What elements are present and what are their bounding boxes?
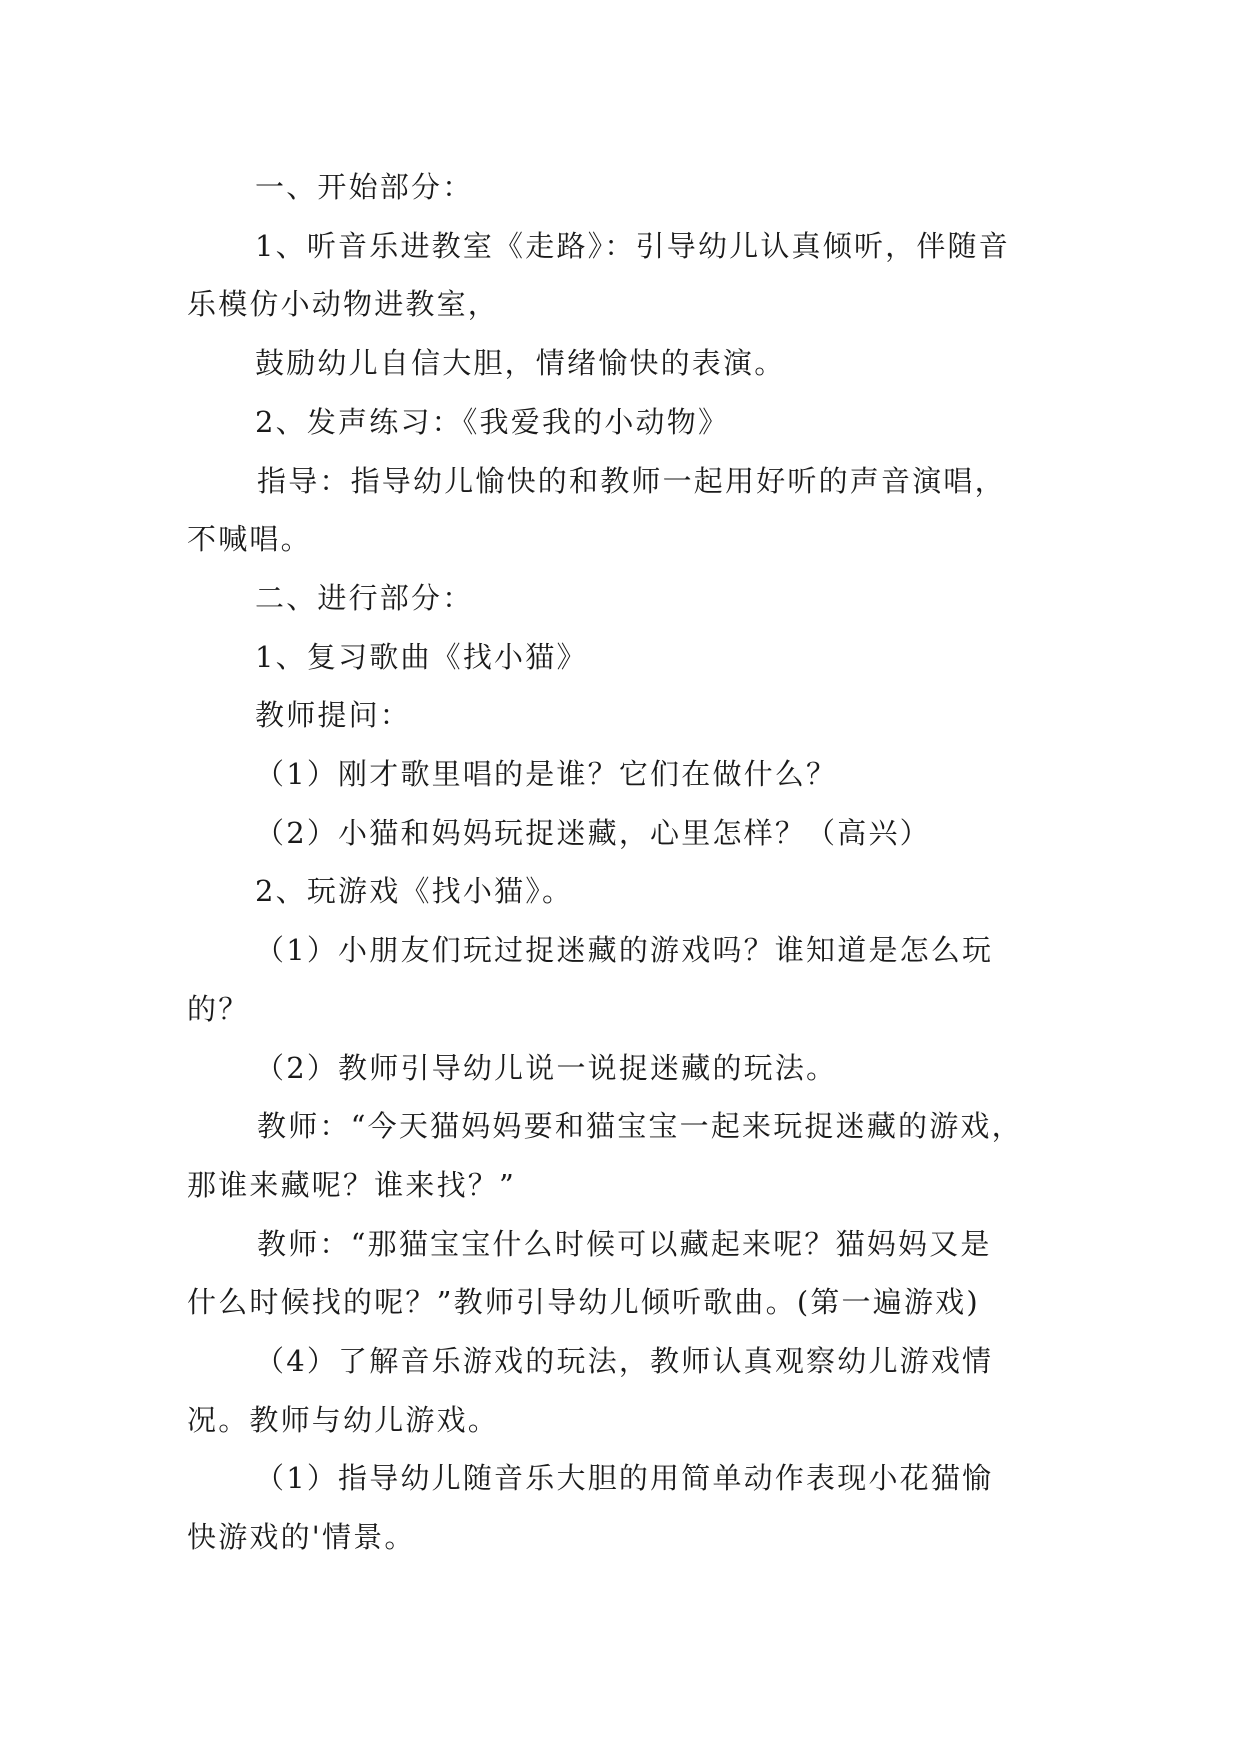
paragraph-line: 教师：“那猫宝宝什么时候可以藏起来呢？猫妈妈又是 xyxy=(257,1226,992,1261)
paragraph-line: 指导：指导幼儿愉快的和教师一起用好听的声音演唱， xyxy=(257,463,1006,498)
paragraph-line: （4）了解音乐游戏的玩法，教师认真观察幼儿游戏情 xyxy=(255,1344,994,1379)
paragraph-line: 鼓励幼儿自信大胆，情绪愉快的表演。 xyxy=(255,346,786,381)
paragraph-line: 什么时候找的呢？”教师引导幼儿倾听歌曲。(第一遍游戏) xyxy=(187,1285,980,1320)
paragraph-line: （2）教师引导幼儿说一说捉迷藏的玩法。 xyxy=(255,1050,838,1085)
section-heading-main: 二、进行部分： xyxy=(255,580,474,615)
paragraph-line: 1、听音乐进教室《走路》：引导幼儿认真倾听，伴随音 xyxy=(255,228,1010,263)
paragraph-line: 的？ xyxy=(187,991,250,1026)
paragraph-line: 2、发声练习：《我爱我的小动物》 xyxy=(255,404,730,439)
paragraph-line: （1）指导幼儿随音乐大胆的用简单动作表现小花猫愉 xyxy=(255,1461,994,1496)
paragraph-line: 1、复习歌曲《找小猫》 xyxy=(255,639,588,674)
paragraph-line: 教师：“今天猫妈妈要和猫宝宝一起来玩捉迷藏的游戏， xyxy=(257,1109,1023,1144)
paragraph-line: 教师提问： xyxy=(255,698,412,733)
document-body xyxy=(187,158,1053,1567)
paragraph-line: 2、玩游戏《找小猫》。 xyxy=(255,874,574,909)
paragraph-line: （1）小朋友们玩过捉迷藏的游戏吗？谁知道是怎么玩 xyxy=(255,933,994,968)
paragraph-line: 不喊唱。 xyxy=(187,522,312,557)
paragraph-line: （1）刚才歌里唱的是谁？它们在做什么？ xyxy=(255,757,838,792)
paragraph-line: 那谁来藏呢？谁来找？” xyxy=(187,1167,517,1202)
paragraph-line: 况。教师与幼儿游戏。 xyxy=(187,1402,500,1437)
paragraph-line: 快游戏的'情景。 xyxy=(187,1520,416,1555)
paragraph-line: 乐模仿小动物进教室， xyxy=(187,287,500,322)
paragraph-line: （2）小猫和妈妈玩捉迷藏，心里怎样？（高兴） xyxy=(255,815,931,850)
section-heading-opening: 一、开始部分： xyxy=(255,170,474,204)
